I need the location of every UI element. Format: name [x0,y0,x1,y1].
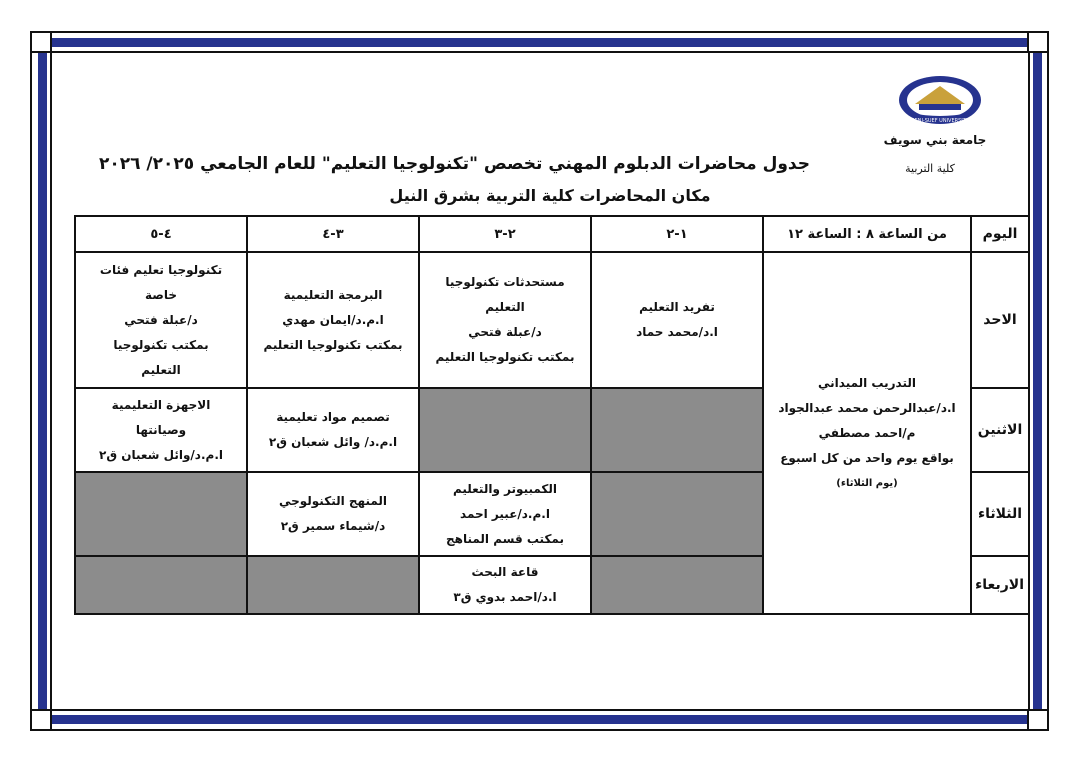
course-cell [419,252,591,388]
header-slot-3: ٣-٤ [247,216,419,252]
empty-slot-cell [75,556,247,614]
logo-text: BENI-SUEF UNIVERSITY [911,118,969,124]
day-cell: الاحد [971,252,1029,388]
course-line: بمكتب قسم المناهج [445,531,564,546]
course-line: بمكتب تكنولوجيا [113,337,209,352]
frame-corner-top-left [30,31,52,53]
fieldwork-line: م/احمد مصطفي [818,425,916,440]
header-slot-1: ١-٢ [591,216,763,252]
fieldwork-line: (يوم الثلاثاء) [836,477,898,489]
university-logo [897,74,983,126]
frame-corner-top-right [1027,31,1049,53]
schedule-table [74,215,1030,615]
course-line: ا.م.د/ايمان مهدي [282,312,384,327]
course-line: قاعة البحث [471,565,539,579]
header-slot-4: ٤-٥ [75,216,247,252]
course-line: بمكتب تكنولوجيا التعليم [263,337,403,352]
day-cell: الاثنين [971,388,1029,472]
table-row [75,252,1029,388]
day-cell: الاربعاء [971,556,1029,614]
course-cell [591,252,763,388]
course-line: بمكتب تكنولوجيا التعليم [435,350,575,364]
course-line: ا.د/محمد حماد [636,325,718,339]
course-cell [75,252,247,388]
frame-corner-bottom-right [1027,709,1049,731]
course-line: د/شيماء سمير ق٢ [280,519,386,533]
course-line: تصميم مواد تعليمية [276,410,390,424]
course-line: تفريد التعليم [639,300,715,314]
course-line: ا.م.د/عبير احمد [460,506,550,521]
course-line: د/عبلة فتحي [124,312,198,327]
fieldwork-line: التدريب الميداني [818,375,916,390]
course-line: وصيانتها [135,422,187,437]
course-line: د/عبلة فتحي [468,325,542,339]
empty-slot-cell [247,556,419,614]
course-line: ا.م.د/وائل شعبان ق٢ [99,447,223,462]
fieldwork-line: بواقع يوم واحد من كل اسبوع [780,450,954,465]
course-line: التعليم [485,300,525,314]
course-cell [419,556,591,614]
page-title: جدول محاضرات الدبلوم المهني تخصص "تكنولوجيا التعليم" للعام الجامعي ٢٠٢٥/ ٢٠٢٦ [99,154,810,174]
course-line: تكنولوجيا تعليم فئات [99,262,223,277]
fieldwork-cell [763,252,971,614]
empty-slot-cell [591,388,763,472]
header-row [75,216,1029,252]
course-line: التعليم [141,362,181,377]
page-subtitle: مكان المحاضرات كلية التربية بشرق النيل [389,186,711,205]
empty-slot-cell [75,472,247,556]
course-line: الاجهزة التعليمية [111,397,211,412]
course-line: المنهج التكنولوجي [278,494,388,508]
course-cell [247,252,419,388]
header-slot-2: ٢-٣ [419,216,591,252]
course-cell [247,388,419,472]
fieldwork-line: ا.د/عبدالرحمن محمد عبدالجواد [778,400,956,415]
frame-corner-bottom-left [30,709,52,731]
empty-slot-cell [591,556,763,614]
header-fieldwork-time: من الساعة ٨ : الساعة ١٢ [763,216,971,252]
empty-slot-cell [591,472,763,556]
course-cell [75,388,247,472]
course-cell [419,472,591,556]
course-line: ا.م.د/ وائل شعبان ق٢ [268,435,398,449]
course-line: البرمجة التعليمية [283,287,383,302]
empty-slot-cell [419,388,591,472]
course-line: ا.د/احمد بدوي ق٣ [453,590,557,604]
day-cell: الثلاثاء [971,472,1029,556]
header-day: اليوم [971,216,1029,252]
course-line: الكمبيوتر والتعليم [452,481,558,496]
university-name: جامعة بني سويف [883,133,987,147]
course-line: مستحدثات تكنولوجيا [445,275,565,289]
course-cell [247,472,419,556]
course-line: خاصة [144,287,178,302]
faculty-name: كلية التربية [905,162,955,175]
